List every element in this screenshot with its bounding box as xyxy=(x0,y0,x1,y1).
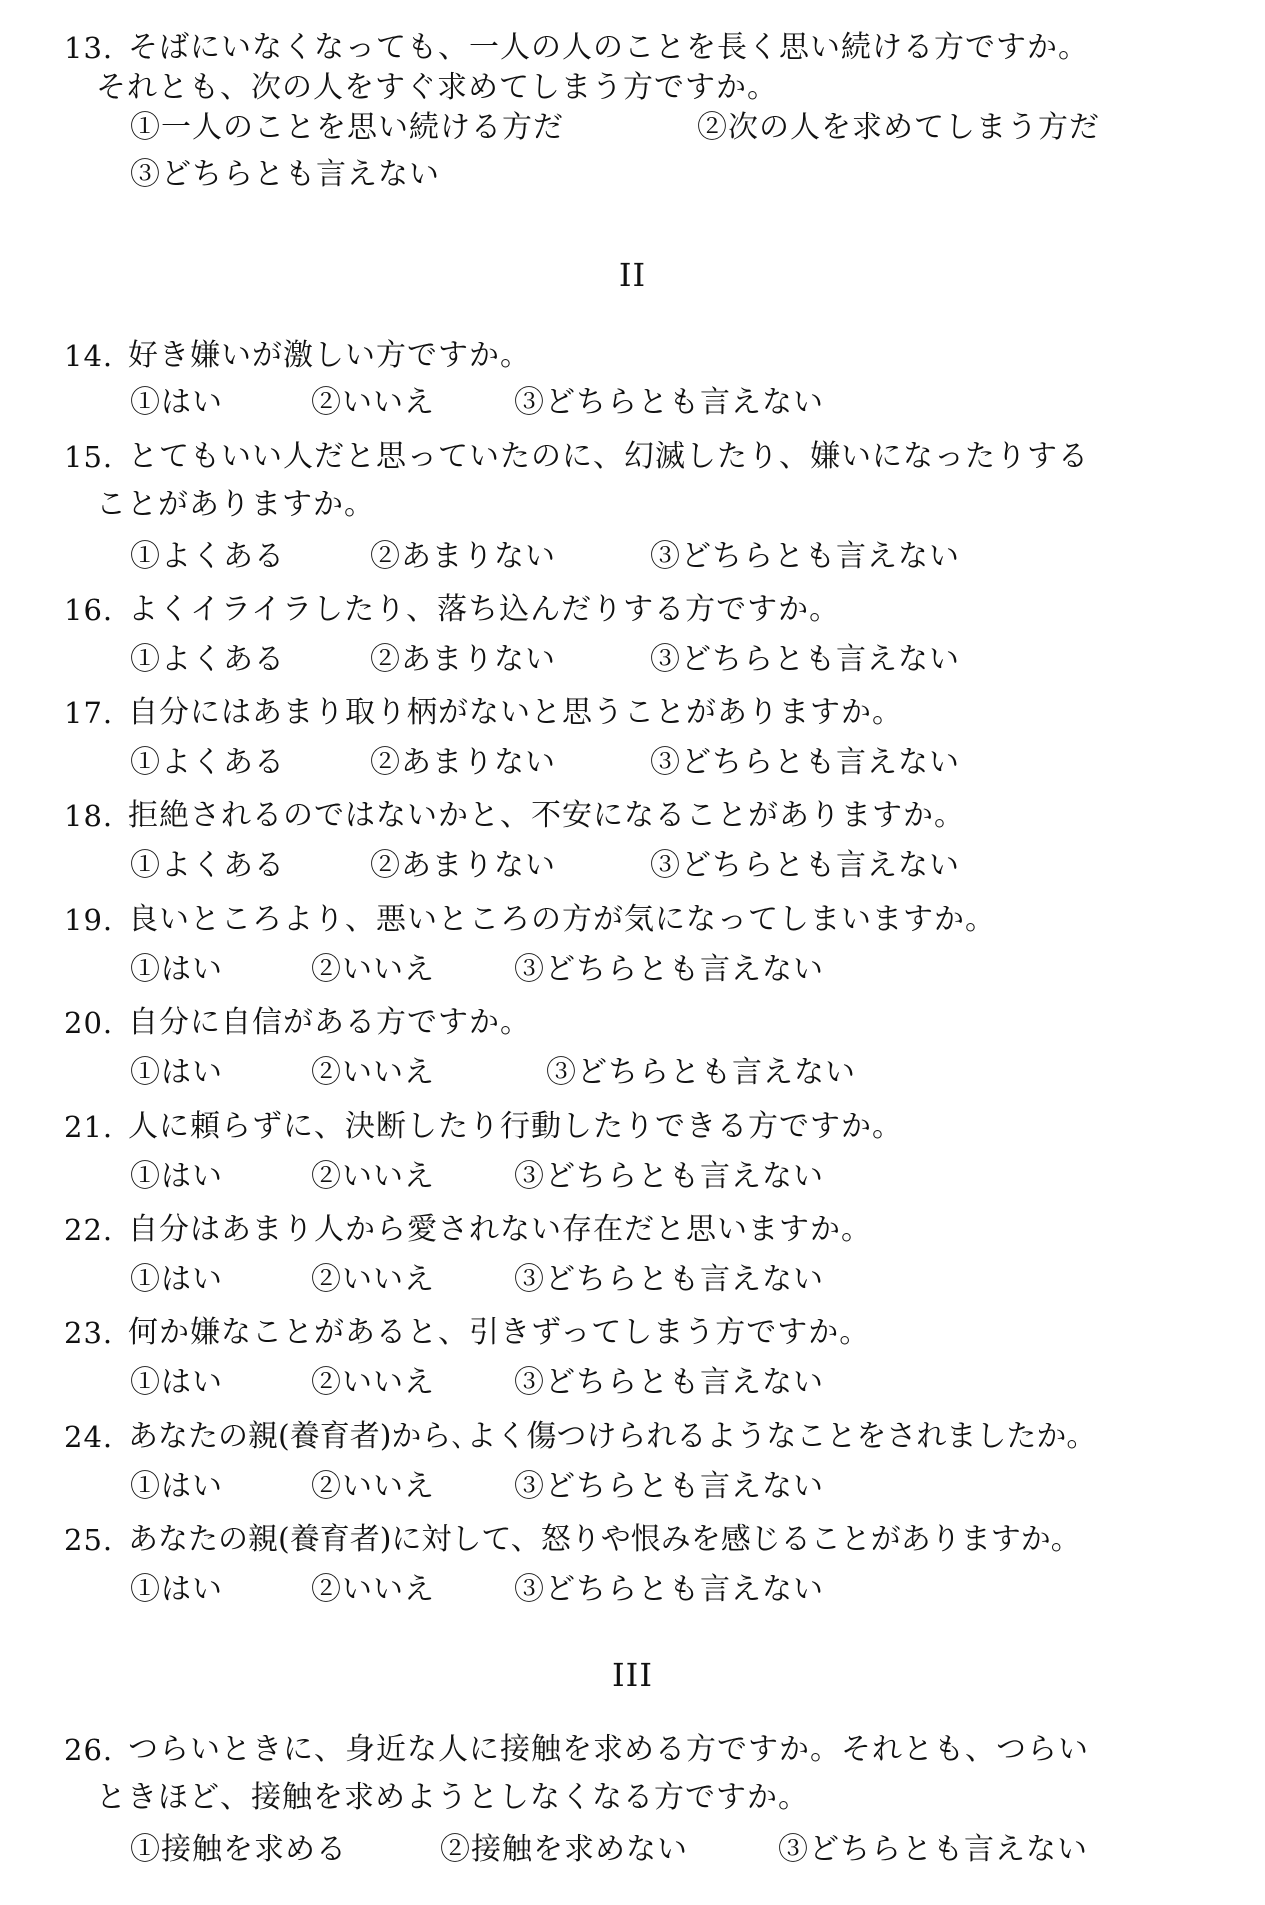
option-3[interactable]: ③どちらとも言えない xyxy=(650,539,960,574)
question-number: 15. xyxy=(64,440,114,474)
question-number: 14. xyxy=(64,339,114,373)
option-1[interactable]: ①はい xyxy=(130,1572,223,1607)
question-number: 22. xyxy=(64,1213,114,1247)
question-number: 17. xyxy=(64,696,114,730)
question-text-continued: それとも、次の人をすぐ求めてしまう方ですか。 xyxy=(96,70,778,105)
question-number: 13. xyxy=(64,31,114,65)
question-text: つらいときに、身近な人に接触を求める方ですか。それとも、つらい xyxy=(128,1732,1089,1767)
option-1[interactable]: ①はい xyxy=(130,952,223,987)
question-text: 人に頼らずに、決断したり行動したりできる方ですか。 xyxy=(128,1109,903,1144)
option-1[interactable]: ①はい xyxy=(130,1055,223,1090)
option-3[interactable]: ③どちらとも言えない xyxy=(514,1469,824,1504)
option-1[interactable]: ①接触を求める xyxy=(130,1832,347,1867)
option-2[interactable]: ②いいえ xyxy=(311,1262,435,1297)
option-3[interactable]: ③どちらとも言えない xyxy=(778,1832,1088,1867)
option-2[interactable]: ②あまりない xyxy=(370,539,556,574)
option-2[interactable]: ②次の人を求めてしまう方だ xyxy=(697,110,1100,145)
question-number: 26. xyxy=(64,1733,114,1767)
question-text: 拒絶されるのではないかと、不安になることがありますか。 xyxy=(128,798,965,833)
option-2[interactable]: ②あまりない xyxy=(370,642,556,677)
section-heading: III xyxy=(612,1656,653,1694)
option-2[interactable]: ②いいえ xyxy=(311,1469,435,1504)
option-2[interactable]: ②あまりない xyxy=(370,745,556,780)
question-text-continued: ことがありますか。 xyxy=(96,487,375,522)
question-number: 16. xyxy=(64,593,114,627)
option-2[interactable]: ②あまりない xyxy=(370,848,556,883)
question-text: あなたの親(養育者)に対して、怒りや恨みを感じることがありますか。 xyxy=(128,1522,1081,1557)
option-1[interactable]: ①よくある xyxy=(130,539,285,574)
question-text: 良いところより、悪いところの方が気になってしまいますか。 xyxy=(128,902,996,937)
question-number: 25. xyxy=(64,1523,114,1557)
option-3[interactable]: ③どちらとも言えない xyxy=(546,1055,856,1090)
option-3[interactable]: ③どちらとも言えない xyxy=(514,385,824,420)
question-text-continued: ときほど、接触を求めようとしなくなる方ですか。 xyxy=(96,1780,809,1815)
option-1[interactable]: ①はい xyxy=(130,1365,223,1400)
option-3[interactable]: ③どちらとも言えない xyxy=(650,848,960,883)
question-text: 好き嫌いが激しい方ですか。 xyxy=(128,338,531,373)
option-1[interactable]: ①よくある xyxy=(130,642,285,677)
option-1[interactable]: ①はい xyxy=(130,385,223,420)
question-number: 19. xyxy=(64,903,114,937)
question-text: よくイライラしたり、落ち込んだりする方ですか。 xyxy=(128,592,841,627)
question-number: 18. xyxy=(64,799,114,833)
option-3[interactable]: ③どちらとも言えない xyxy=(514,1572,824,1607)
question-text: そばにいなくなっても、一人の人のことを長く思い続ける方ですか。 xyxy=(128,30,1089,65)
question-text: 何か嫌なことがあると、引きずってしまう方ですか。 xyxy=(128,1315,871,1350)
section-heading: II xyxy=(618,256,647,294)
option-3[interactable]: ③どちらとも言えない xyxy=(514,1159,824,1194)
option-3[interactable]: ③どちらとも言えない xyxy=(650,642,960,677)
question-text: 自分にはあまり取り柄がないと思うことがありますか。 xyxy=(128,695,903,730)
question-number: 23. xyxy=(64,1316,114,1350)
question-text: 自分はあまり人から愛されない存在だと思いますか。 xyxy=(128,1212,872,1247)
option-3[interactable]: ③どちらとも言えない xyxy=(514,1365,824,1400)
option-2[interactable]: ②いいえ xyxy=(311,1159,435,1194)
option-3[interactable]: ③どちらとも言えない xyxy=(130,157,440,192)
question-text: とてもいい人だと思っていたのに、幻滅したり、嫌いになったりする xyxy=(128,439,1089,474)
option-1[interactable]: ①よくある xyxy=(130,745,285,780)
option-2[interactable]: ②いいえ xyxy=(311,1055,435,1090)
option-1[interactable]: ①はい xyxy=(130,1469,223,1504)
option-3[interactable]: ③どちらとも言えない xyxy=(650,745,960,780)
question-number: 24. xyxy=(64,1420,114,1454)
option-3[interactable]: ③どちらとも言えない xyxy=(514,1262,824,1297)
option-1[interactable]: ①はい xyxy=(130,1159,223,1194)
option-2[interactable]: ②いいえ xyxy=(311,952,435,987)
option-2[interactable]: ②いいえ xyxy=(311,1365,435,1400)
option-1[interactable]: ①一人のことを思い続ける方だ xyxy=(130,110,564,145)
option-2[interactable]: ②いいえ xyxy=(311,1572,435,1607)
option-2[interactable]: ②接触を求めない xyxy=(440,1832,688,1867)
option-1[interactable]: ①はい xyxy=(130,1262,223,1297)
question-number: 21. xyxy=(64,1110,114,1144)
option-1[interactable]: ①よくある xyxy=(130,848,285,883)
option-3[interactable]: ③どちらとも言えない xyxy=(514,952,824,987)
question-text: あなたの親(養育者)から､よく傷つけられるようなことをされましたか。 xyxy=(128,1419,1097,1454)
question-number: 20. xyxy=(64,1006,114,1040)
option-2[interactable]: ②いいえ xyxy=(311,385,435,420)
question-text: 自分に自信がある方ですか。 xyxy=(128,1005,531,1040)
